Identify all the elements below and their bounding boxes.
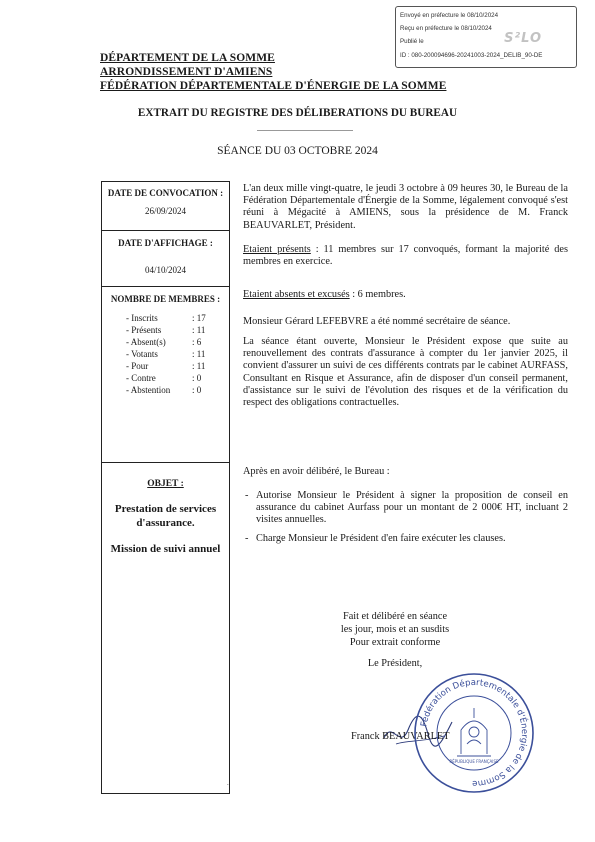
header-arrondissement: ARRONDISSEMENT D'AMIENS (100, 66, 273, 78)
header-federation: FÉDÉRATION DÉPARTEMENTALE D'ÉNERGIE DE LA SOMME (100, 80, 447, 92)
objet-title-line2: d'assurance. (136, 517, 195, 529)
federation-seal (413, 672, 535, 794)
member-label: - Inscrits (126, 313, 158, 323)
presents-paragraph (243, 244, 568, 268)
member-value: : 0 (192, 385, 202, 395)
member-label: - Présents (126, 325, 162, 335)
main-paragraph: La séance étant ouverte, Monsieur le Président expose que suite au renouvellement des contrats d'assurance à compter du 1er janvier 2025, il convient d'assurer un suivi de ces différents contrats par le cabinet AURFASS, Consultant en Risque et Assurance, afin de disposer d'un conseil permanent, d'assistance sur le suivi de l'évolution des risques et de la vérification du respect des obligations contractuelles. (243, 336, 568, 409)
member-label: - Votants (126, 349, 158, 359)
member-value: : 6 (192, 337, 202, 347)
objet-title-line1: Prestation de services (114, 503, 217, 515)
stamp-received: Reçu en préfecture le 08/10/2024 (400, 25, 492, 32)
member-value: : 0 (192, 373, 202, 383)
seal-text: Fédération Départementale d'Énergie de la Somme (419, 677, 530, 789)
membres-label: NOMBRE DE MEMBRES : (110, 294, 221, 304)
bullet-dash: - (245, 490, 249, 501)
secretary-paragraph: Monsieur Gérard LEFEBVRE a été nommé secrétaire de séance. (243, 316, 511, 327)
member-value: : 11 (192, 361, 206, 371)
decision-item-2 (245, 533, 568, 545)
decision-item-1 (245, 490, 568, 527)
affichage-label: DATE D'AFFICHAGE : (118, 238, 213, 248)
absents-label: Etaient absents et excusés (243, 289, 350, 300)
member-label: - Pour (126, 361, 149, 371)
affichage-value: 04/10/2024 (144, 265, 186, 275)
prefecture-stamp (395, 6, 577, 68)
absents-text: : 6 membres. (349, 289, 406, 300)
member-label: - Abstention (126, 385, 171, 395)
presents-text: : 11 membres sur 17 convoqués, formant la majorité des membres en exercice. (243, 244, 568, 268)
sign-line-3: Pour extrait conforme (349, 637, 441, 648)
stamp-sent: Envoyé en préfecture le 08/10/2024 (400, 12, 499, 19)
s2lo-logo: S²LO (504, 31, 542, 46)
decision-text: Autorise Monsieur le Président à signer la proposition de conseil en assurance du cabinet Aurfass pour un montant de 2 000€ HT, incluant 2 visites annuelles. (256, 490, 568, 526)
member-value: : 17 (192, 313, 206, 323)
member-label: - Absent(s) (126, 337, 166, 347)
intro-paragraph: L'an deux mille vingt-quatre, le jeudi 3 octobre à 09 heures 30, le Bureau de la Fédération Départementale d'Énergie de la Somme, légalement convoqué s'est réuni à Mégacité à AMIENS, sous la présidence de M. Franck BEAUVARLET, Président. (243, 183, 568, 231)
marianne-icon (457, 708, 491, 756)
objet-box (101, 462, 230, 794)
decision-text: Charge Monsieur le Président d'en faire exécuter les clauses. (256, 533, 506, 544)
sign-line-1: Fait et délibéré en séance (342, 611, 448, 622)
stamp-published: Publié le (400, 38, 424, 45)
objet-label: OBJET : (147, 479, 184, 489)
meta-box (101, 181, 230, 463)
president-name: Franck BEAUVARLET (351, 731, 450, 742)
objet-title-line3: Mission de suivi annuel (110, 543, 221, 555)
seal-inner-text: RÉPUBLIQUE FRANÇAISE (449, 759, 499, 764)
stamp-id: ID : 080-200094696-20241003-2024_DELIB_90-DE (400, 52, 543, 59)
header-department: DÉPARTEMENT DE LA SOMME (100, 52, 275, 64)
presents-label: Etaient présents (243, 244, 311, 255)
seance-date: SÉANCE DU 03 OCTOBRE 2024 (217, 145, 378, 157)
sign-line-2: les jour, mois et an susdits (340, 624, 450, 635)
absents-paragraph (243, 289, 568, 301)
convocation-value: 26/09/2024 (144, 206, 186, 216)
divider (102, 230, 229, 231)
corner-mark: . (227, 779, 229, 787)
deliberation-intro: Après en avoir délibéré, le Bureau : (243, 466, 390, 477)
convocation-label: DATE DE CONVOCATION : (107, 188, 224, 198)
document-title: EXTRAIT DU REGISTRE DES DÉLIBERATIONS DU BUREAU (137, 107, 458, 119)
member-value: : 11 (192, 325, 206, 335)
title-divider (257, 130, 353, 131)
bullet-dash: - (245, 533, 249, 544)
sign-line-4: Le Président, (367, 658, 423, 669)
member-value: : 11 (192, 349, 206, 359)
divider (102, 286, 229, 287)
member-label: - Contre (126, 373, 156, 383)
